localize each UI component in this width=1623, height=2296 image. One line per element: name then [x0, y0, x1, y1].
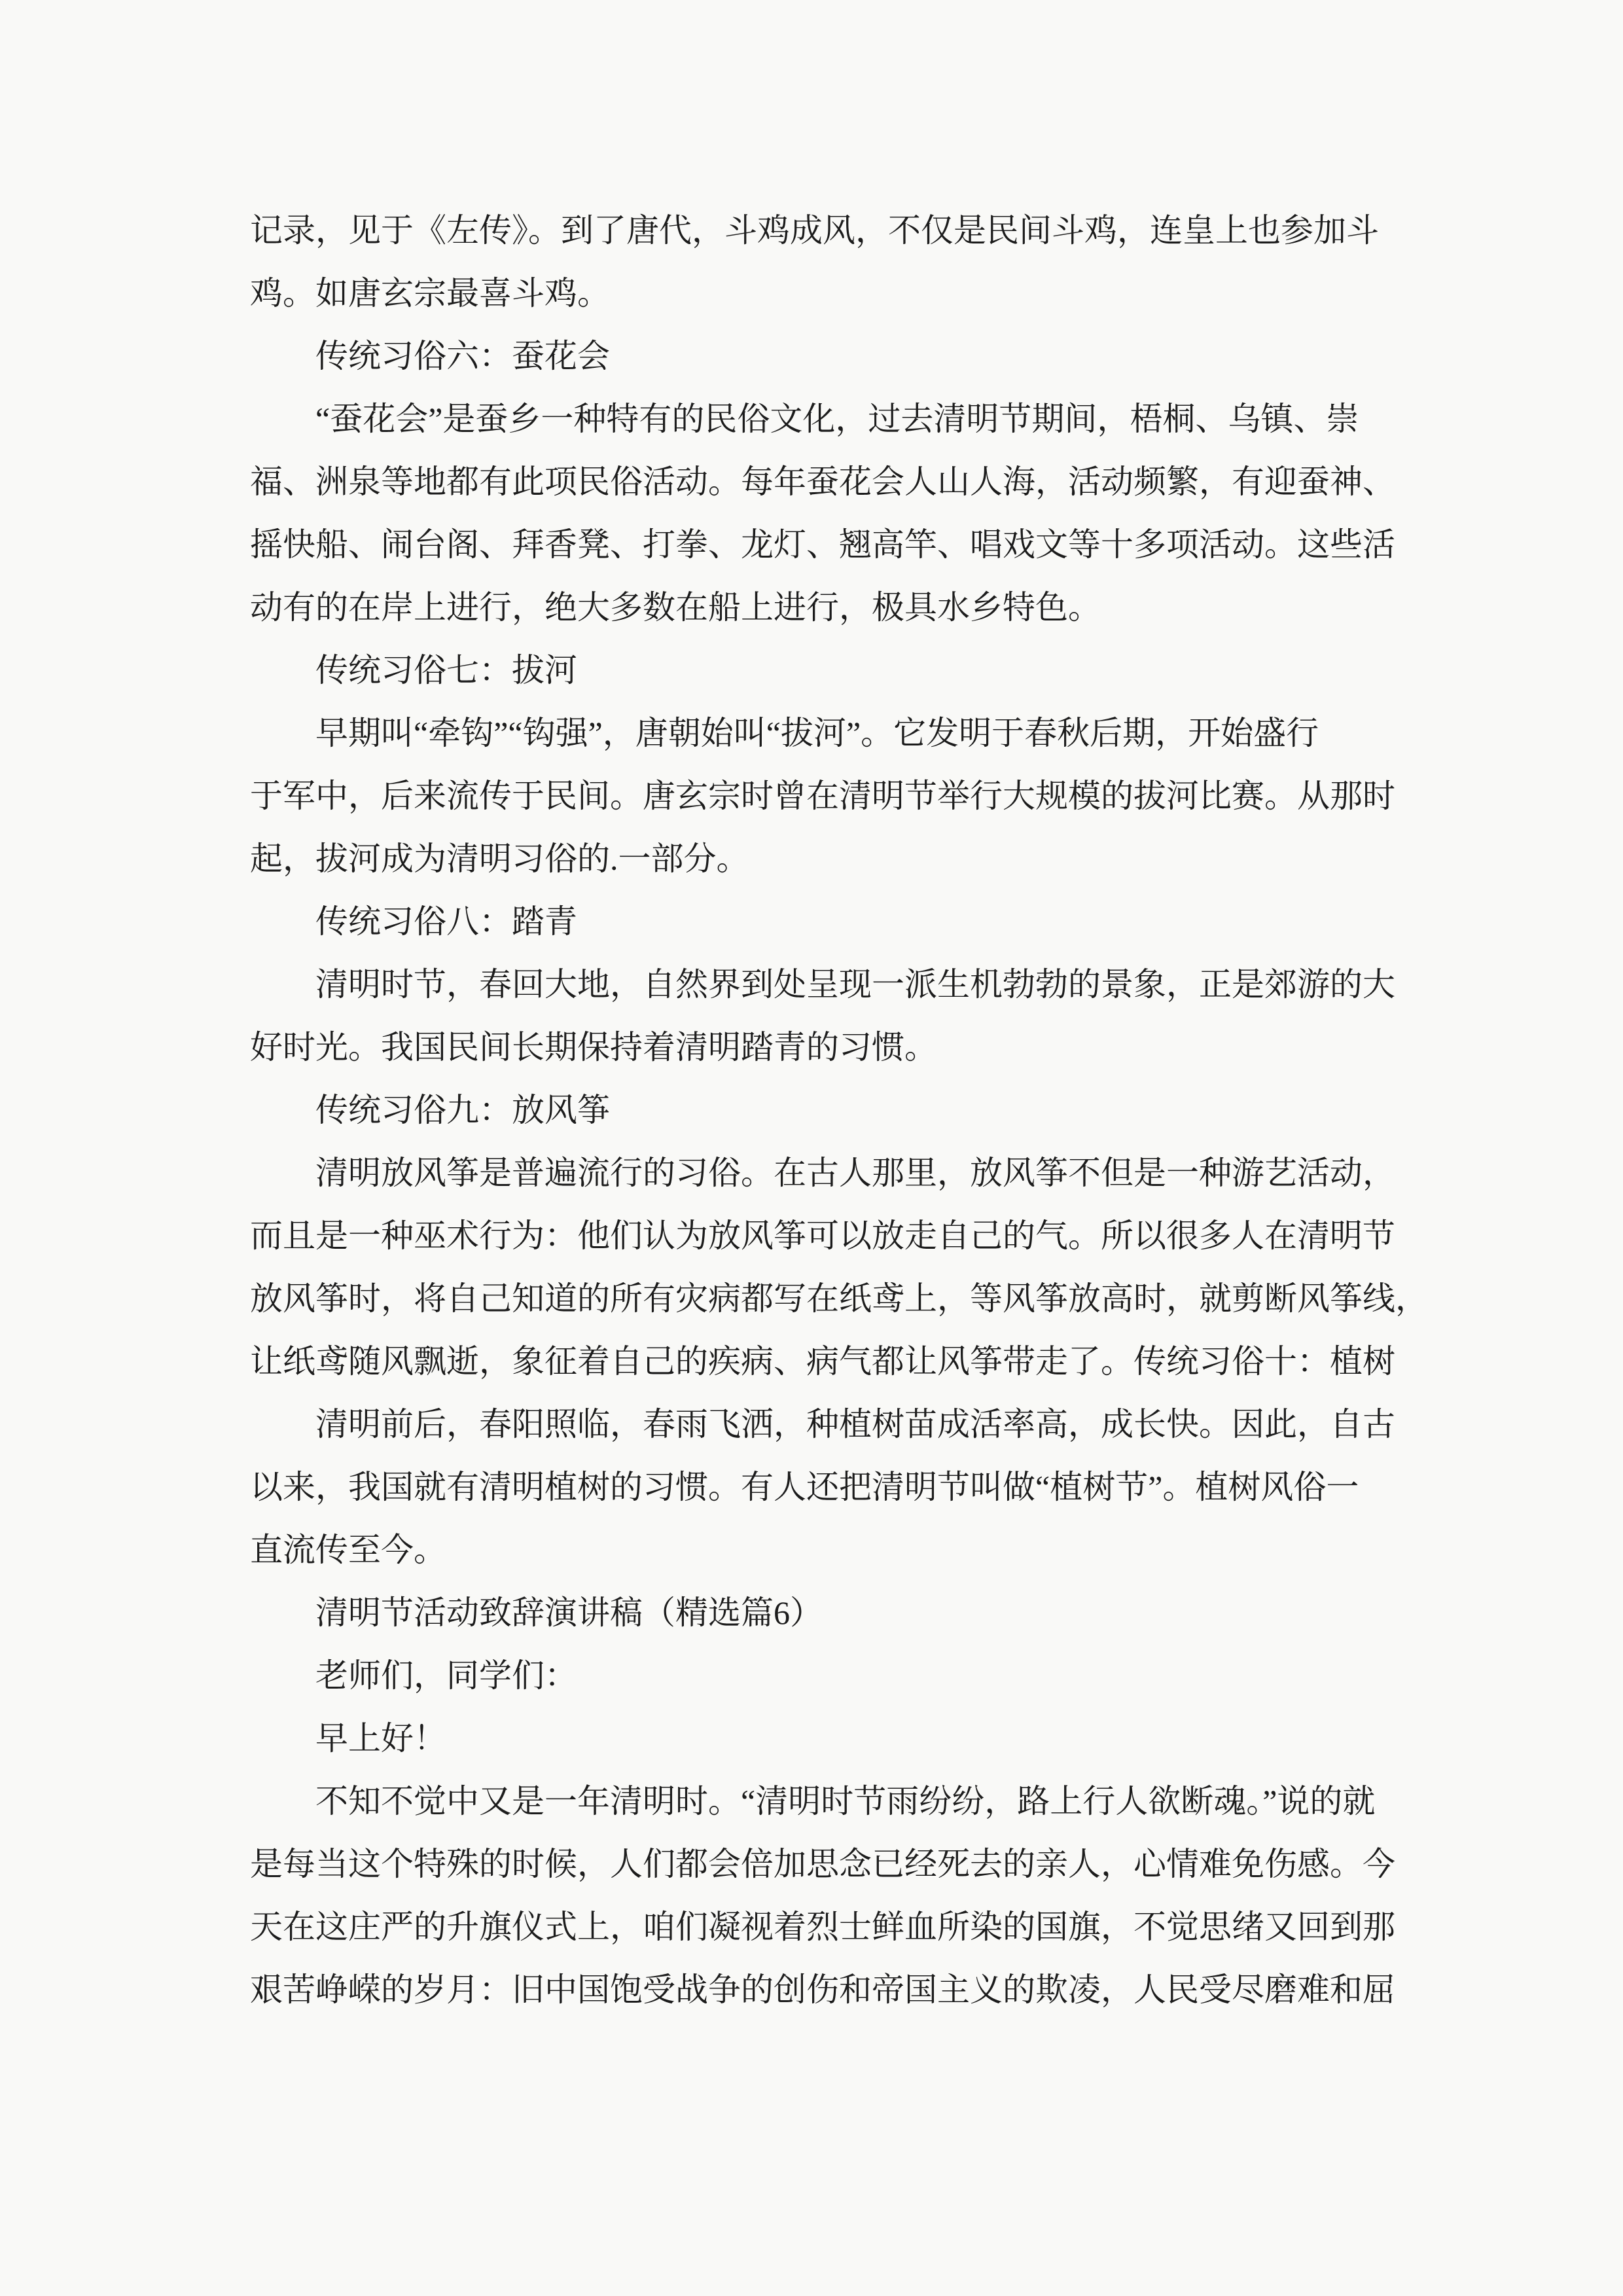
text-line: 摇快船、闹台阁、拜香凳、打拳、龙灯、翘高竿、唱戏文等十多项活动。这些活 [250, 526, 1395, 563]
text-line: 福、洲泉等地都有此项民俗活动。每年蚕花会人山人海，活动频繁，有迎蚕神、 [250, 463, 1395, 500]
text-line: 放风筝时，将自己知道的所有灾病都写在纸鸢上，等风筝放高时，就剪断风筝线， [250, 1280, 1428, 1317]
text-line: 而且是一种巫术行为：他们认为放风筝可以放走自己的气。所以很多人在清明节 [250, 1217, 1395, 1254]
text-line: 艰苦峥嵘的岁月：旧中国饱受战争的创伤和帝国主义的欺凌，人民受尽磨难和屈 [250, 1971, 1395, 2008]
text-line: 不知不觉中又是一年清明时。“清明时节雨纷纷，路上行人欲断魂。”说的就 [315, 1783, 1376, 1820]
text-line: 清明放风筝是普遍流行的习俗。在古人那里，放风筝不但是一种游艺活动， [315, 1155, 1395, 1191]
text-line: 于军中，后来流传于民间。唐玄宗时曾在清明节举行大规模的拔河比赛。从那时 [250, 778, 1395, 814]
text-line: 好时光。我国民间长期保持着清明踏青的习惯。 [250, 1029, 937, 1066]
text-line: 是每当这个特殊的时候，人们都会倍加思念已经死去的亲人，心情难免伤感。今 [250, 1846, 1395, 1882]
text-line: 以来，我国就有清明植树的习惯。有人还把清明节叫做“植树节”。植树风俗一 [250, 1469, 1359, 1505]
text-line: 天在这庄严的升旗仪式上，咱们凝视着烈士鲜血所染的国旗，不觉思绪又回到那 [250, 1909, 1395, 1945]
text-line: 清明时节，春回大地，自然界到处呈现一派生机勃勃的景象，正是郊游的大 [315, 966, 1395, 1003]
text-line: 传统习俗八：踏青 [315, 903, 577, 940]
text-line: 早上好！ [315, 1720, 446, 1757]
text-line: 记录，见于《左传》。到了唐代，斗鸡成风，不仅是民间斗鸡，连皇上也参加斗 [250, 212, 1379, 249]
document-text [250, 199, 1428, 2021]
text-line: 鸡。如唐玄宗最喜斗鸡。 [250, 275, 610, 312]
text-line: 起，拔河成为清明习俗的.一部分。 [250, 840, 749, 877]
text-line: 让纸鸢随风飘逝，象征着自己的疾病、病气都让风筝带走了。传统习俗十：植树 [250, 1343, 1395, 1380]
text-line: 清明节活动致辞演讲稿（精选篇6） [315, 1594, 823, 1631]
text-line: 传统习俗六：蚕花会 [315, 338, 610, 374]
text-line: 直流传至今。 [250, 1532, 446, 1568]
text-line: 清明前后，春阳照临，春雨飞洒，种植树苗成活率高，成长快。因此，自古 [315, 1406, 1395, 1443]
text-line: 传统习俗七：拔河 [315, 652, 577, 689]
text-line: 传统习俗九：放风筝 [315, 1092, 610, 1128]
text-line: 老师们，同学们： [315, 1657, 577, 1694]
text-line: 早期叫“牵钩”“钩强”，唐朝始叫“拔河”。它发明于春秋后期，开始盛行 [315, 715, 1319, 751]
text-line: 动有的在岸上进行，绝大多数在船上进行，极具水乡特色。 [250, 589, 1101, 626]
text-line: “蚕花会”是蚕乡一种特有的民俗文化，过去清明节期间，梧桐、乌镇、崇 [315, 401, 1359, 437]
